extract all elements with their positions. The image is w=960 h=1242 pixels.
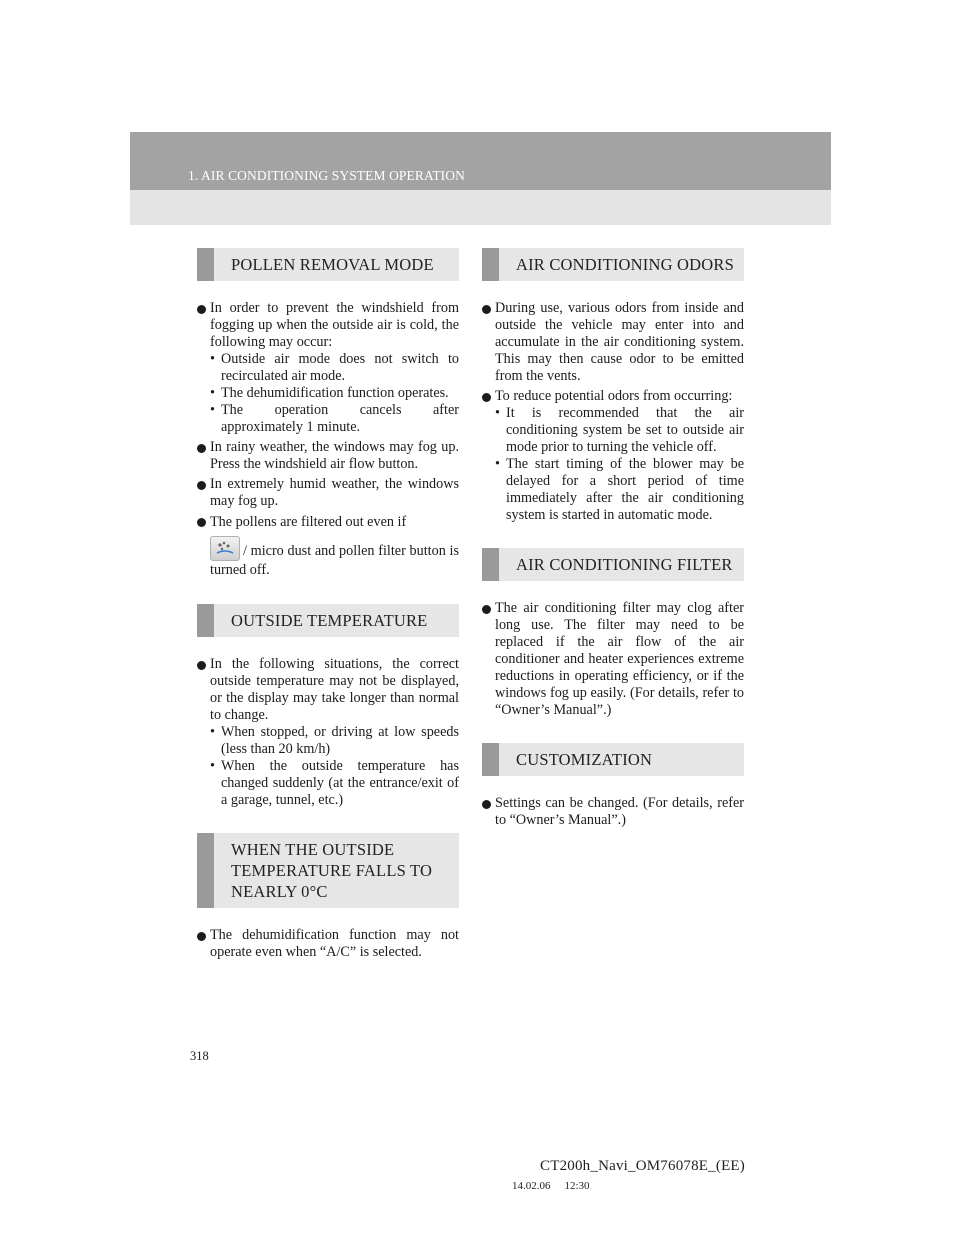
bullet-icon [197,305,206,314]
document-code: CT200h_Navi_OM76078E_(EE) [540,1158,745,1174]
header-band [130,190,831,225]
bullet-text: To reduce potential odors from occurring: [495,388,733,404]
sub-item-text: The start timing of the blower may be delayed for a short period of time immediately after the air conditioning system is started in automatic mode. [506,456,744,523]
bullet-icon [197,444,206,453]
bullet-text: In extremely humid weather, the windows may fog up. [210,476,459,509]
section-title: CUSTOMIZATION [516,750,653,769]
bullet-icon [197,518,206,527]
right-column [482,248,744,829]
sub-item-text: It is recommended that the air conditioning system be set to outside air mode prior to turning the vehicle off. [506,405,744,455]
print-timestamp [512,1180,590,1192]
section-title-line: NEARLY 0°C [231,882,328,901]
sub-item: • The start timing of the blower may be delayed for a short period of time immediately after the air conditioning system is started in automatic mode. [495,456,744,523]
sub-item-text: Outside air mode does not switch to recirculated air mode. [221,351,459,384]
bullet-icon [197,661,206,670]
sub-item-text: When stopped, or driving at low speeds (less than 20 km/h) [221,724,459,757]
page-number: 318 [190,1049,209,1063]
bullet-item [197,656,459,809]
section-heading-outside-temperature [197,604,459,637]
sub-item-text: The dehumidification function operates. [221,385,449,401]
bullet-icon [197,932,206,941]
left-column [197,248,459,961]
bullet-item [482,388,744,524]
bullet-icon [482,800,491,809]
section-title-line: WHEN THE OUTSIDE [231,840,395,859]
section-title-line: TEMPERATURE FALLS TO [231,861,433,880]
bullet-item [197,439,459,473]
bullet-text-continued: / micro dust and pollen filter button is turned off. [210,543,459,578]
bullet-item [482,300,744,385]
bullet-text: In order to prevent the windshield from fogging up when the outside air is cold, the following may occur: [210,300,459,350]
print-time: 12:30 [564,1180,590,1192]
pollen-filter-icon [210,536,240,561]
section-heading-pollen-removal-mode [197,248,459,281]
bullet-icon [482,605,491,614]
sub-item: • Outside air mode does not switch to recirculated air mode. [210,351,459,384]
sub-item: • When stopped, or driving at low speeds (less than 20 km/h) [210,724,459,757]
section-heading-air-conditioning-filter [482,548,744,581]
bullet-icon [197,481,206,490]
bullet-text: During use, various odors from inside and outside the vehicle may enter into and accumulate in the air conditioning system. This may then cause odor to be emitted from the vents. [495,300,744,384]
bullet-item [197,476,459,510]
section-title: POLLEN REMOVAL MODE [231,255,434,274]
bullet-item [197,300,459,436]
bullet-icon [482,305,491,314]
bullet-item [482,795,744,829]
sub-item: • The operation cancels after approximately 1 minute. [210,402,459,435]
sub-item: • The dehumidification function operates. [210,385,449,401]
bullet-item [197,513,459,580]
bullet-text: The dehumidification function may not operate even when “A/C” is selected. [210,927,459,960]
bullet-text: The air conditioning filter may clog after long use. The filter may need to be replaced if the air flow of the air conditioner and heater experiences extreme reductions in operating efficiency, or if the windows fog up easily. (For details, refer to “Owner’s Manual”.) [495,600,744,718]
sub-item-text: The operation cancels after approximately 1 minute. [221,402,459,435]
section-title: OUTSIDE TEMPERATURE [231,611,428,630]
sub-item: • When the outside temperature has changed suddenly (at the entrance/exit of a garage, tunnel, etc.) [210,758,459,808]
bullet-item [482,600,744,719]
section-heading-outside-temperature-falls [197,833,459,908]
page-header-title: 1. AIR CONDITIONING SYSTEM OPERATION [188,168,465,183]
sub-item-text: When the outside temperature has changed suddenly (at the entrance/exit of a garage, tunnel, etc.) [221,758,459,808]
bullet-text: In the following situations, the correct outside temperature may not be displayed, or the display may take longer than normal to change. [210,656,459,723]
sub-item: • It is recommended that the air conditioning system be set to outside air mode prior to turning the vehicle off. [495,405,744,455]
section-title: AIR CONDITIONING FILTER [516,555,733,574]
bullet-text: Settings can be changed. (For details, refer to “Owner’s Manual”.) [495,795,744,828]
section-heading-customization [482,743,744,776]
bullet-text: The pollens are filtered out even if [210,514,407,530]
print-date: 14.02.06 [512,1180,551,1192]
bullet-text: In rainy weather, the windows may fog up. Press the windshield air flow button. [210,439,459,472]
section-title: AIR CONDITIONING ODORS [516,255,734,274]
bullet-icon [482,393,491,402]
section-heading-air-conditioning-odors [482,248,744,281]
bullet-item [197,927,459,961]
